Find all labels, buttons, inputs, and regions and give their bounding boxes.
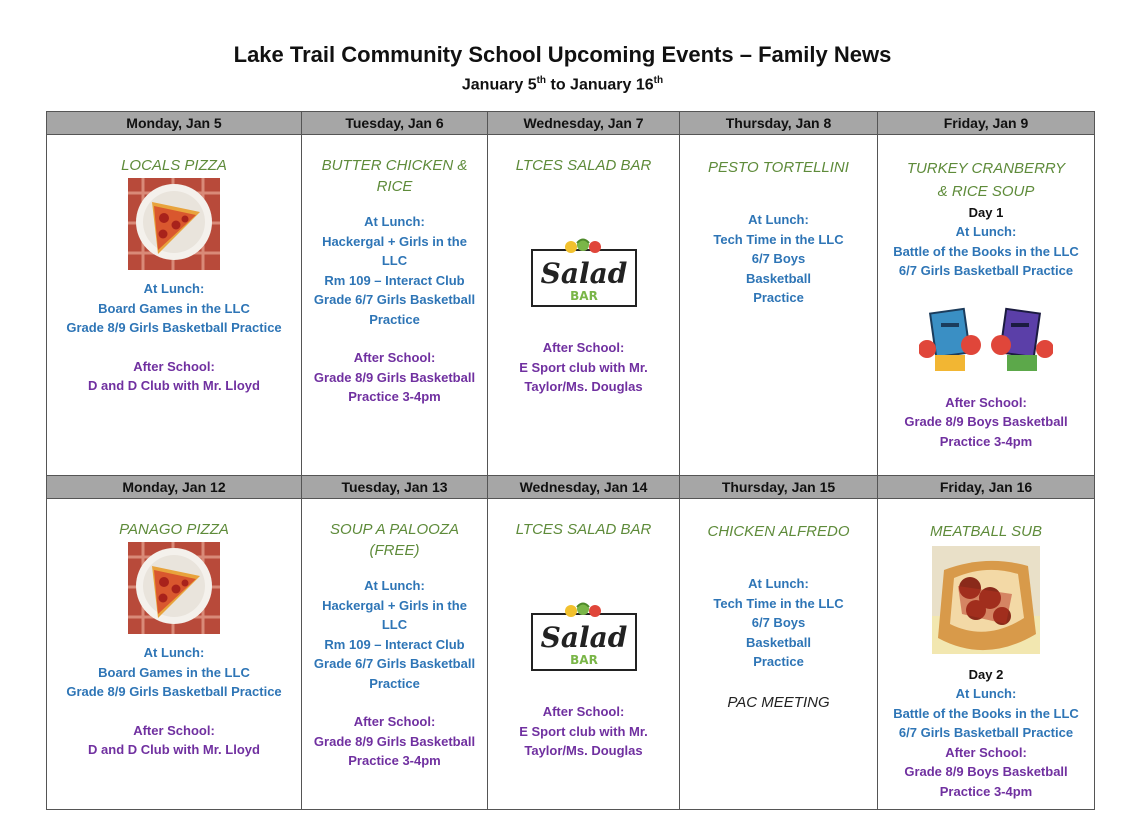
date-end-sup: th [653,75,664,86]
day-header: Wednesday, Jan 14 [488,476,680,499]
day-header: Thursday, Jan 15 [680,476,878,499]
day-number: Day 2 [968,667,1004,682]
meatball-sub-image [878,546,1094,659]
salad-bar-word: BAR [569,289,598,303]
lunch-activity: 6/7 Girls Basketball Practice [898,725,1074,740]
day-cell-jan13 [302,499,488,810]
day-cell-jan8 [680,135,878,476]
salad-bar-logo [531,602,637,672]
lunch-activity: Hackergal + Girls in the LLC [322,597,467,632]
lunch-activity: Rm 109 – Interact Club [324,272,465,288]
day-header: Tuesday, Jan 6 [302,112,488,135]
lunch-activity: Grade 6/7 Girls Basketball Practice [313,656,476,691]
day-cell-jan9 [878,135,1095,476]
meal-title: BUTTER CHICKEN & RICE [321,157,468,195]
meal-title: MEATBALL SUB [930,523,1042,540]
day-header: Monday, Jan 5 [47,112,302,135]
battle-of-books-image [919,305,1053,379]
after-school-activity: D and D Club with Mr. Lloyd [88,742,260,757]
day-header: Wednesday, Jan 7 [488,112,680,135]
after-school-label: After School: [945,394,1027,410]
day-header: Monday, Jan 12 [47,476,302,499]
week2-header-row [47,476,1095,499]
salad-bar-word: BAR [569,653,598,667]
lunch-activity: Grade 8/9 Girls Basketball Practice [66,320,282,335]
after-school-label: After School: [945,744,1027,760]
meal-title: LTCES SALAD BAR [515,521,652,538]
day-cell-jan15 [680,499,878,810]
pizza-slice-image [47,178,301,275]
after-school-activity: E Sport club with Mr. Taylor/Ms. Douglas [519,723,648,758]
lunch-activity: Grade 8/9 Girls Basketball Practice [66,684,282,699]
lunch-activity: 6/7 Boys Basketball Practice [745,251,812,305]
after-school-label: After School: [353,350,436,365]
day-header: Tuesday, Jan 13 [302,476,488,499]
at-lunch-label: At Lunch: [748,576,809,591]
lunch-activity: Battle of the Books in the LLC [893,243,1079,259]
after-school-activity: Grade 8/9 Boys Basketball Practice 3-4pm [904,764,1068,799]
meal-title: PESTO TORTELLINI [708,159,849,176]
after-school-label: After School: [133,358,215,374]
week1-body-row [47,135,1095,476]
after-school-label: After School: [542,340,625,355]
after-school-activity: D and D Club with Mr. Lloyd [88,378,260,393]
day-cell-jan14 [488,499,680,810]
meal-title: LOCALS PIZZA [121,157,227,174]
date-range [0,75,1125,94]
at-lunch-label: At Lunch: [143,281,205,296]
meal-title: CHICKEN ALFREDO [707,523,850,540]
after-school-activity: Grade 8/9 Boys Basketball Practice 3-4pm [904,414,1068,449]
date-to: to January 16 [546,76,654,94]
day-cell-jan16 [878,499,1095,810]
day-number: Day 1 [968,205,1004,220]
after-school-activity: Grade 8/9 Girls Basketball Practice 3-4pm [313,369,476,404]
lunch-activity: Rm 109 – Interact Club [324,636,465,652]
day-header: Friday, Jan 16 [878,476,1095,499]
lunch-activity: Tech Time in the LLC [713,595,844,611]
lunch-activity: Board Games in the LLC [98,300,250,316]
meal-title: SOUP A PALOOZA (FREE) [330,521,459,559]
lunch-activity: 6/7 Boys Basketball Practice [745,615,812,669]
lunch-activity: Battle of the Books in the LLC [893,705,1079,721]
date-start-sup: th [536,75,547,86]
date-start: January 5 [461,76,537,94]
at-lunch-label: At Lunch: [364,214,425,229]
at-lunch-label: At Lunch: [955,224,1017,239]
day-cell-jan12 [47,499,302,810]
after-school-activity: Grade 8/9 Girls Basketball Practice 3-4pm [313,733,476,768]
lunch-activity: 6/7 Girls Basketball Practice [898,263,1074,278]
lunch-activity: Board Games in the LLC [98,664,250,680]
week2-body-row [47,499,1095,810]
day-cell-jan7 [488,135,680,476]
after-school-label: After School: [133,722,215,738]
lunch-activity: Hackergal + Girls in the LLC [322,233,467,268]
lunch-activity: Tech Time in the LLC [713,231,844,247]
pizza-slice-image [47,542,301,639]
after-school-label: After School: [542,704,625,719]
salad-word: Salad [540,621,627,654]
at-lunch-label: At Lunch: [748,212,809,227]
at-lunch-label: At Lunch: [143,645,205,660]
at-lunch-label: At Lunch: [955,686,1017,701]
salad-bar-logo [531,238,637,308]
after-school-activity: E Sport club with Mr. Taylor/Ms. Douglas [519,359,648,394]
meal-title: TURKEY CRANBERRY & RICE SOUP [906,160,1066,200]
at-lunch-label: At Lunch: [364,578,425,593]
lunch-activity: Grade 6/7 Girls Basketball Practice [313,292,476,327]
meal-title: LTCES SALAD BAR [515,157,652,174]
day-cell-jan5 [47,135,302,476]
week1-header-row [47,112,1095,135]
page-title: Lake Trail Community School Upcoming Events – Family News [233,42,892,67]
day-header: Friday, Jan 9 [878,112,1095,135]
meal-title: PANAGO PIZZA [119,521,229,538]
pac-meeting: PAC MEETING [727,693,830,711]
day-header: Thursday, Jan 8 [680,112,878,135]
events-calendar [46,111,1095,810]
salad-word: Salad [540,257,627,290]
after-school-label: After School: [353,714,436,729]
day-cell-jan6 [302,135,488,476]
